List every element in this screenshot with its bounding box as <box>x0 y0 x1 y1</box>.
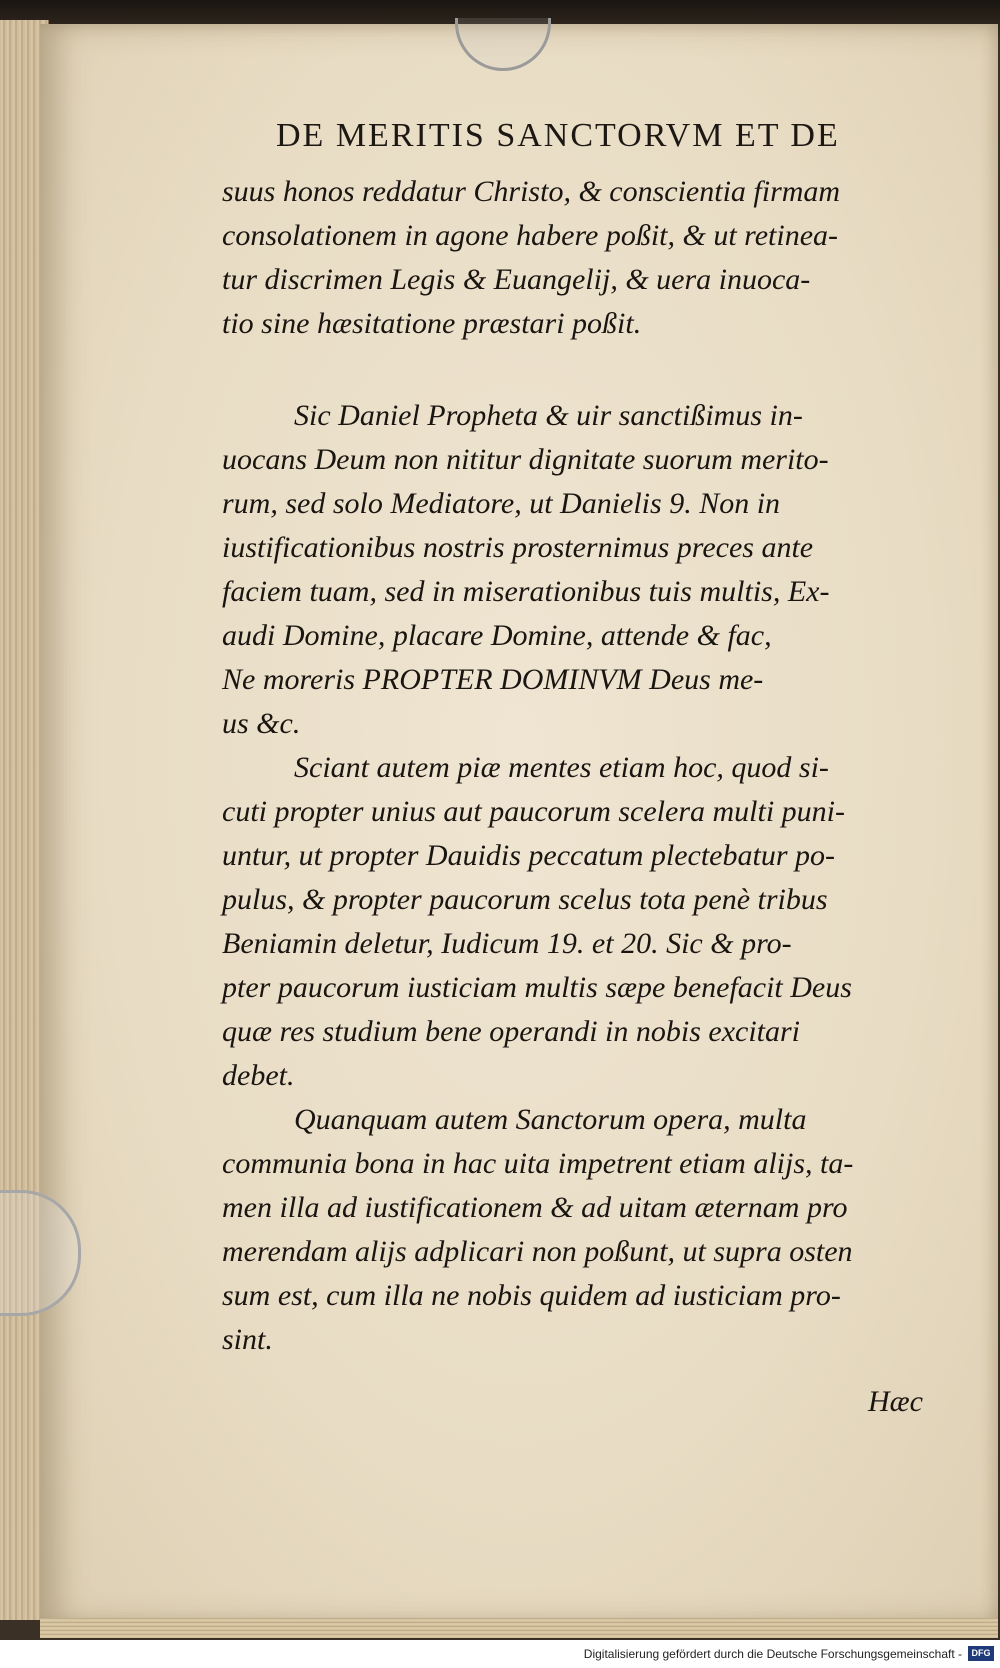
text-line: pulus, & propter paucorum scelus tota penè tribus <box>222 883 828 916</box>
text-line: us &c. <box>222 707 301 740</box>
text-line: Quanquam autem Sanctorum opera, multa <box>294 1103 807 1136</box>
text-line: uocans Deum non nititur dignitate suorum merito- <box>222 443 829 476</box>
text-line: cuti propter unius aut paucorum scelera multi puni- <box>222 795 845 828</box>
text-line: sum est, cum illa ne nobis quidem ad iusticiam pro- <box>222 1279 841 1312</box>
text-line: Ne moreris PROPTER DOMINVM Deus me- <box>222 663 764 696</box>
catchword: Hæc <box>868 1385 923 1418</box>
text-line: audi Domine, placare Domine, attende & fac, <box>222 619 772 652</box>
text-line: debet. <box>222 1059 295 1092</box>
text-line: untur, ut propter Dauidis peccatum plectebatur po- <box>222 839 835 872</box>
text-line: communia bona in hac uita impetrent etiam alijs, ta- <box>222 1147 854 1180</box>
running-head: DE MERITIS SANCTORVM ET DE <box>276 117 840 154</box>
footer-credit: Digitalisierung gefördert durch die Deutsche Forschungsgemeinschaft - <box>583 1647 962 1661</box>
text-line: consolationem in agone habere poßit, & ut retinea- <box>222 219 839 252</box>
text-line: quæ res studium bene operandi in nobis excitari <box>222 1015 800 1048</box>
paragraph <box>222 394 942 746</box>
text-line: iustificationibus nostris prosternimus preces ante <box>222 531 814 564</box>
digitization-footer <box>0 1640 1000 1668</box>
paragraph <box>222 746 942 1098</box>
paragraph <box>222 1098 942 1362</box>
text-line: faciem tuam, sed in miserationibus tuis multis, Ex- <box>222 575 830 608</box>
text-line: tur discrimen Legis & Euangelij, & uera inuoca- <box>222 263 811 296</box>
text-line: Beniamin deletur, Iudicum 19. et 20. Sic & pro- <box>222 927 792 960</box>
dfg-logo: DFG <box>968 1646 994 1661</box>
text-line: rum, sed solo Mediatore, ut Danielis 9. Non in <box>222 487 781 520</box>
book-bottom-edges <box>40 1618 998 1638</box>
text-line: Sciant autem piæ mentes etiam hoc, quod si- <box>294 751 829 784</box>
text-line: men illa ad iustificationem & ad uitam æternam pro <box>222 1191 848 1224</box>
text-line: tio sine hæsitatione præstari poßit. <box>222 307 642 340</box>
paragraph-gap <box>222 346 942 394</box>
text-line: pter paucorum iusticiam multis sæpe benefacit Deus <box>222 971 852 1004</box>
paragraph <box>222 170 942 346</box>
text-line: merendam alijs adplicari non poßunt, ut supra osten <box>222 1235 853 1268</box>
page-text <box>222 170 942 1362</box>
text-line: suus honos reddatur Christo, & conscientia firmam <box>222 175 841 208</box>
text-line: Sic Daniel Propheta & uir sanctißimus in- <box>294 399 803 432</box>
text-line: sint. <box>222 1323 273 1356</box>
